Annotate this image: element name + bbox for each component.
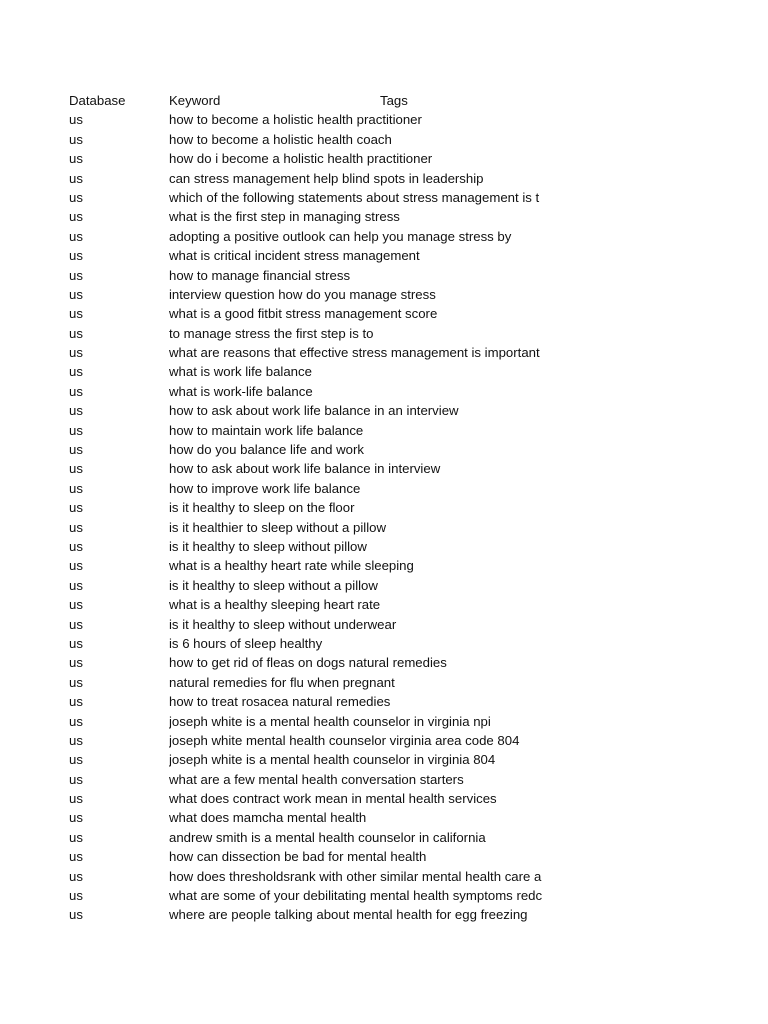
table-row <box>69 595 569 614</box>
table-row <box>69 556 569 575</box>
database-cell: us <box>69 752 83 768</box>
database-cell: us <box>69 151 83 167</box>
database-cell: us <box>69 403 83 419</box>
keyword-cell: to manage stress the first step is to <box>169 325 374 341</box>
database-cell: us <box>69 325 83 341</box>
keyword-cell: how to ask about work life balance in interview <box>169 461 441 477</box>
database-cell: us <box>69 306 83 322</box>
table-row <box>69 188 569 207</box>
table-row <box>69 789 569 808</box>
header-row <box>69 91 569 110</box>
database-cell: us <box>69 635 83 651</box>
keyword-cell: what is a healthy heart rate while sleeping <box>169 558 414 574</box>
database-column-header: Database <box>69 93 126 108</box>
keyword-cell: interview question how do you manage stress <box>169 286 436 302</box>
keyword-cell: is it healthy to sleep without underwear <box>169 616 397 632</box>
keyword-cell: how to get rid of fleas on dogs natural remedies <box>169 655 447 671</box>
table-row <box>69 149 569 168</box>
database-cell: us <box>69 286 83 302</box>
keyword-cell: what is the first step in managing stress <box>169 209 400 225</box>
keyword-cell: is it healthy to sleep on the floor <box>169 500 355 516</box>
table-row <box>69 615 569 634</box>
database-cell: us <box>69 558 83 574</box>
database-cell: us <box>69 209 83 225</box>
table-row <box>69 110 569 129</box>
table-row <box>69 750 569 769</box>
keyword-cell: how does thresholdsrank with other similar mental health care a <box>169 868 542 884</box>
database-cell: us <box>69 674 83 690</box>
keyword-cell: how to improve work life balance <box>169 480 361 496</box>
table-row <box>69 343 569 362</box>
table-row <box>69 227 569 246</box>
keyword-cell: what does contract work mean in mental health services <box>169 791 497 807</box>
keyword-cell: how do i become a holistic health practitioner <box>169 151 433 167</box>
table-row <box>69 770 569 789</box>
table-row <box>69 673 569 692</box>
keyword-cell: andrew smith is a mental health counselor in california <box>169 829 486 845</box>
database-cell: us <box>69 519 83 535</box>
keyword-cell: how to treat rosacea natural remedies <box>169 694 391 710</box>
database-cell: us <box>69 500 83 516</box>
table-row <box>69 362 569 381</box>
table-row <box>69 266 569 285</box>
table-row <box>69 382 569 401</box>
database-cell: us <box>69 112 83 128</box>
table-row <box>69 324 569 343</box>
keyword-cell: what does mamcha mental health <box>169 810 367 826</box>
keyword-cell: what are some of your debilitating mental health symptoms redc <box>169 888 543 904</box>
database-cell: us <box>69 267 83 283</box>
database-cell: us <box>69 228 83 244</box>
keyword-cell: what is work life balance <box>169 364 312 380</box>
table-row <box>69 421 569 440</box>
database-cell: us <box>69 713 83 729</box>
table-row <box>69 304 569 323</box>
keyword-cell: what is a good fitbit stress management score <box>169 306 438 322</box>
keyword-cell: is it healthy to sleep without a pillow <box>169 577 378 593</box>
database-cell: us <box>69 364 83 380</box>
database-cell: us <box>69 849 83 865</box>
table-row <box>69 440 569 459</box>
table-row <box>69 459 569 478</box>
keyword-cell: how can dissection be bad for mental health <box>169 849 427 865</box>
database-cell: us <box>69 131 83 147</box>
database-cell: us <box>69 461 83 477</box>
table-row <box>69 712 569 731</box>
keyword-cell: what are a few mental health conversation starters <box>169 771 464 787</box>
keyword-cell: is 6 hours of sleep healthy <box>169 635 323 651</box>
keyword-cell: joseph white is a mental health counselor in virginia 804 <box>169 752 496 768</box>
table-row <box>69 479 569 498</box>
database-cell: us <box>69 383 83 399</box>
table-row <box>69 731 569 750</box>
database-cell: us <box>69 888 83 904</box>
database-cell: us <box>69 694 83 710</box>
table-row <box>69 634 569 653</box>
keyword-cell: how to become a holistic health practitioner <box>169 112 422 128</box>
database-cell: us <box>69 597 83 613</box>
database-cell: us <box>69 829 83 845</box>
database-cell: us <box>69 170 83 186</box>
database-cell: us <box>69 248 83 264</box>
database-cell: us <box>69 189 83 205</box>
database-cell: us <box>69 616 83 632</box>
keyword-cell: joseph white is a mental health counselor in virginia npi <box>169 713 491 729</box>
table-row <box>69 246 569 265</box>
database-cell: us <box>69 771 83 787</box>
table-row <box>69 847 569 866</box>
keyword-cell: is it healthier to sleep without a pillow <box>169 519 386 535</box>
database-cell: us <box>69 538 83 554</box>
table-row <box>69 905 569 924</box>
database-cell: us <box>69 422 83 438</box>
keyword-sheet <box>69 91 569 925</box>
keyword-cell: what is work-life balance <box>169 383 313 399</box>
table-row <box>69 828 569 847</box>
table-row <box>69 498 569 517</box>
database-cell: us <box>69 345 83 361</box>
data-rows <box>69 110 569 924</box>
table-row <box>69 867 569 886</box>
database-cell: us <box>69 868 83 884</box>
database-cell: us <box>69 480 83 496</box>
keyword-column-header: Keyword <box>169 93 221 108</box>
keyword-cell: natural remedies for flu when pregnant <box>169 674 395 690</box>
tags-column-header: Tags <box>380 93 408 108</box>
database-cell: us <box>69 810 83 826</box>
keyword-cell: how do you balance life and work <box>169 442 365 458</box>
table-row <box>69 285 569 304</box>
table-row <box>69 576 569 595</box>
keyword-cell: what are reasons that effective stress management is important <box>169 345 540 361</box>
keyword-cell: adopting a positive outlook can help you manage stress by <box>169 228 512 244</box>
table-row <box>69 207 569 226</box>
database-cell: us <box>69 907 83 923</box>
table-row <box>69 692 569 711</box>
keyword-cell: is it healthy to sleep without pillow <box>169 538 367 554</box>
database-cell: us <box>69 577 83 593</box>
database-cell: us <box>69 732 83 748</box>
table-row <box>69 653 569 672</box>
keyword-cell: what is critical incident stress management <box>169 248 420 264</box>
table-row <box>69 886 569 905</box>
keyword-cell: where are people talking about mental health for egg freezing <box>169 907 528 923</box>
keyword-cell: how to become a holistic health coach <box>169 131 392 147</box>
table-row <box>69 169 569 188</box>
table-row <box>69 401 569 420</box>
keyword-cell: how to maintain work life balance <box>169 422 364 438</box>
database-cell: us <box>69 442 83 458</box>
keyword-cell: can stress management help blind spots in leadership <box>169 170 484 186</box>
table-row <box>69 537 569 556</box>
keyword-cell: joseph white mental health counselor virginia area code 804 <box>169 732 520 748</box>
database-cell: us <box>69 655 83 671</box>
keyword-cell: which of the following statements about stress management is t <box>169 189 540 205</box>
database-cell: us <box>69 791 83 807</box>
keyword-cell: what is a healthy sleeping heart rate <box>169 597 381 613</box>
keyword-cell: how to ask about work life balance in an interview <box>169 403 459 419</box>
table-row <box>69 518 569 537</box>
table-row <box>69 808 569 827</box>
keyword-cell: how to manage financial stress <box>169 267 351 283</box>
table-row <box>69 130 569 149</box>
